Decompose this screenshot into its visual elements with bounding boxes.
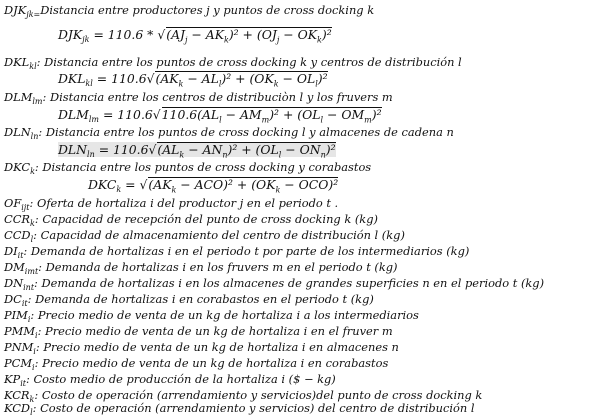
definition-line: $PMM_i$: Precio medio de venta de un kg de hortaliza i en el fruver m bbox=[4, 324, 393, 340]
formula-line: $DJK_{jk} = 110.6 * √(AJ_j - AK_k)^2 + (OJ_j - OK_k)^2$ bbox=[58, 27, 332, 47]
definition-line: $DLM_{lm}$: Distancia entre los centros de distribuciòn l y los fruvers m bbox=[4, 90, 393, 106]
definition-line: $PNM_i$: Precio medio de venta de un kg de hortaliza i en almacenes n bbox=[4, 340, 399, 356]
definition-line: $DM_{imt}$: Demanda de hortalizas i en los fruvers m en el periodo t (kg) bbox=[4, 260, 398, 276]
definition-line: $PIM_i$: Precio medio de venta de un kg de hortaliza i a los intermediarios bbox=[4, 308, 419, 324]
definition-line: $OF_{ijt}$: Oferta de hortaliza i del productor j en el periodo t . bbox=[4, 196, 339, 212]
formula-line: $DLM_{lm} = 110.6√110.6(AL_l - AM_m)^2 + (OL_l - OM_m)^2$ bbox=[58, 107, 382, 127]
definition-line: $DKL_{kl}$: Distancia entre los puntos de cross docking k y centros de distribución l bbox=[4, 55, 462, 71]
formula-line: $DKC_k = √(AK_k - ACO)^2 + (OK_k - OCO)^2$ bbox=[88, 177, 338, 197]
definition-line: $CCR_k$: Capacidad de recepción del punto de cross docking k (kg) bbox=[4, 212, 378, 228]
definition-line: $DLN_{ln}$: Distancia entre los puntos de cross docking l y almacenes de cadena n bbox=[4, 125, 454, 141]
definition-line: $KCD_l$: Costo de operación (arrendamiento y servicios) del centro de distribución l bbox=[4, 401, 475, 417]
definition-line: $DJK_{jk=}Distancia$ entre productores j y puntos de cross docking k bbox=[4, 3, 375, 19]
definition-line: $KP_{it}$: Costo medio de producción de la hortaliza i ($ − kg) bbox=[4, 372, 336, 388]
definition-line: $DC_{it}$: Demanda de hortalizas i en corabastos en el periodo t (kg) bbox=[4, 292, 374, 308]
definition-line: $CCD_l$: Capacidad de almacenamiento del centro de distribución l (kg) bbox=[4, 228, 405, 244]
definition-line: $KCR_k$: Costo de operación (arrendamiento y servicios)del punto de cross docking k bbox=[4, 388, 483, 404]
formula-line: $DKL_{kl} = 110.6√(AK_k - AL_l)^2 + (OK_k - OL_l)^2$ bbox=[58, 71, 328, 91]
definition-line: $DI_{it}$: Demanda de hortalizas i en el periodo t por parte de los intermediarios (kg) bbox=[4, 244, 470, 260]
definition-line: $DKC_k$: Distancia entre los puntos de cross docking y corabastos bbox=[4, 160, 372, 176]
definition-line: $DN_{int}$: Demanda de hortalizas i en los almacenes de grandes superficies n en el periodo t (kg) bbox=[4, 276, 545, 292]
definition-line: $PCM_i$: Precio medio de venta de un kg de hortaliza i en corabastos bbox=[4, 356, 389, 372]
formula-line: $DLN_{ln} = 110.6√(AL_k - AN_n)^2 + (OL_l - ON_n)^2$ bbox=[58, 142, 336, 162]
